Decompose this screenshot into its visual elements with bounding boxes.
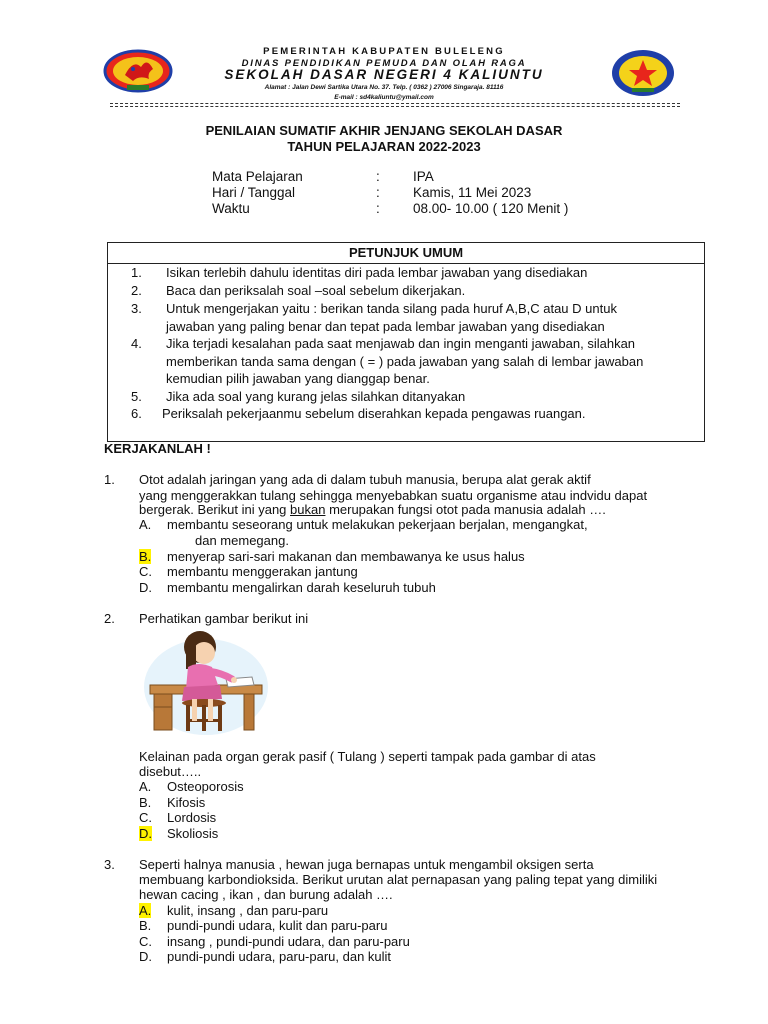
instruction-text: Isikan terlebih dahulu identitas diri pada lembar jawaban yang disediakan bbox=[166, 265, 588, 280]
option-text: insang , pundi-pundi udara, dan paru-paru bbox=[167, 934, 410, 949]
option-letter: D. bbox=[139, 949, 152, 964]
option-text: pundi-pundi udara, paru-paru, dan kulit bbox=[167, 949, 392, 964]
letterhead-rule-bottom bbox=[110, 106, 680, 107]
question-text: disebut….. bbox=[139, 764, 202, 779]
instruction-text: Baca dan periksalah soal –soal sebelum dikerjakan. bbox=[166, 283, 466, 298]
exam-title: PENILAIAN SUMATIF AKHIR JENJANG SEKOLAH DASAR bbox=[205, 123, 563, 138]
general-instructions-box bbox=[107, 242, 705, 442]
question-text-part: bergerak. Berikut ini yang bbox=[139, 502, 291, 517]
instruction-text: memberikan tanda sama dengan ( = ) pada jawaban yang salah di lembar jawaban bbox=[166, 354, 644, 369]
instruction-number: 5. bbox=[131, 389, 142, 404]
instruction-number: 4. bbox=[131, 336, 142, 351]
question-text: Perhatikan gambar berikut ini bbox=[139, 611, 309, 626]
question-number: 2. bbox=[104, 611, 115, 626]
meta-value-subject: IPA bbox=[413, 169, 434, 184]
instruction-text: Periksalah pekerjaanmu sebelum diserahkan kepada pengawas ruangan. bbox=[162, 406, 586, 421]
option-letter: A. bbox=[139, 779, 152, 794]
option-letter-highlighted: B. bbox=[139, 549, 152, 564]
option-text: menyerap sari-sari makanan dan membawanya ke usus halus bbox=[167, 549, 525, 564]
school-address: Alamat : Jalan Dewi Sartika Utara No. 37. Telp. ( 0362 ) 27006 Singaraja. 81116 bbox=[264, 84, 504, 91]
meta-label-time: Waktu bbox=[212, 201, 250, 216]
instruction-number: 3. bbox=[131, 301, 142, 316]
question-number: 3. bbox=[104, 857, 115, 872]
option-text: pundi-pundi udara, kulit dan paru-paru bbox=[167, 918, 388, 933]
option-text: Lordosis bbox=[167, 810, 217, 825]
option-letter: C. bbox=[139, 934, 152, 949]
instruction-text: kemudian pilih jawaban yang dianggap benar. bbox=[166, 371, 430, 386]
meta-label-subject: Mata Pelajaran bbox=[212, 169, 303, 184]
option-letter-highlighted: A. bbox=[139, 903, 152, 918]
letterhead-line-1: PEMERINTAH KABUPATEN BULELENG bbox=[263, 46, 505, 57]
option-letter: B. bbox=[139, 795, 152, 810]
question-text: yang menggerakkan tulang sehingga menyebabkan suatu organisme atau indvidu dapat bbox=[139, 488, 648, 503]
question-text: Otot adalah jaringan yang ada di dalam tubuh manusia, berupa alat gerak aktif bbox=[139, 472, 591, 487]
option-text: Kifosis bbox=[167, 795, 206, 810]
instruction-number: 2. bbox=[131, 283, 142, 298]
option-text-continued: dan memegang. bbox=[195, 533, 289, 548]
question-text bbox=[139, 502, 606, 517]
option-letter-highlighted: D. bbox=[139, 826, 152, 841]
question-text: Seperti halnya manusia , hewan juga bernapas untuk mengambil oksigen serta bbox=[139, 857, 594, 872]
option-letter: A. bbox=[139, 517, 152, 532]
option-letter: B. bbox=[139, 918, 152, 933]
question-text-part: merupakan fungsi otot pada manusia adalah …. bbox=[325, 502, 606, 517]
work-heading: KERJAKANLAH ! bbox=[104, 441, 211, 456]
instruction-number: 6. bbox=[131, 406, 142, 421]
letterhead-rule-top bbox=[110, 103, 680, 104]
instruction-text: Untuk mengerjakan yaitu : berikan tanda silang pada huruf A,B,C atau D untuk bbox=[166, 301, 617, 316]
school-name: SEKOLAH DASAR NEGERI 4 KALIUNTU bbox=[224, 67, 544, 82]
letterhead-line-2: DINAS PENDIDIKAN PEMUDA DAN OLAH RAGA bbox=[241, 58, 527, 69]
instruction-text: Jika ada soal yang kurang jelas silahkan ditanyakan bbox=[166, 389, 466, 404]
meta-value-time: 08.00- 10.00 ( 120 Menit ) bbox=[413, 201, 569, 216]
option-text: membantu menggerakan jantung bbox=[167, 564, 358, 579]
option-text: Osteoporosis bbox=[167, 779, 244, 794]
option-letter: C. bbox=[139, 810, 152, 825]
instruction-text: jawaban yang paling benar dan tepat pada lembar jawaban yang disediakan bbox=[166, 319, 605, 334]
underlined-word: bukan bbox=[290, 502, 326, 517]
instructions-heading: PETUNJUK UMUM bbox=[108, 243, 704, 264]
meta-colon: : bbox=[376, 169, 380, 184]
exam-year: TAHUN PELAJARAN 2022-2023 bbox=[287, 139, 481, 154]
option-text: membantu seseorang untuk melakukan pekerjaan berjalan, mengangkat, bbox=[167, 517, 588, 532]
meta-colon: : bbox=[376, 201, 380, 216]
meta-value-date: Kamis, 11 Mei 2023 bbox=[413, 185, 532, 200]
meta-label-date: Hari / Tanggal bbox=[212, 185, 296, 200]
option-letter: D. bbox=[139, 580, 152, 595]
option-text: Skoliosis bbox=[167, 826, 219, 841]
girl-at-desk-illustration bbox=[140, 627, 270, 737]
question-number: 1. bbox=[104, 472, 115, 487]
question-text: membuang karbondioksida. Berikut urutan alat pernapasan yang paling tepat yang dimiliki bbox=[139, 872, 658, 887]
option-text: kulit, insang , dan paru-paru bbox=[167, 903, 329, 918]
question-text: Kelainan pada organ gerak pasif ( Tulang ) seperti tampak pada gambar di atas bbox=[139, 749, 596, 764]
question-text: hewan cacing , ikan , dan burung adalah …. bbox=[139, 887, 393, 902]
meta-colon: : bbox=[376, 185, 380, 200]
instruction-text: Jika terjadi kesalahan pada saat menjawab dan ingin menganti jawaban, silahkan bbox=[166, 336, 636, 351]
option-letter: C. bbox=[139, 564, 152, 579]
option-text: membantu mengalirkan darah keseluruh tubuh bbox=[167, 580, 436, 595]
school-email: E-mail : sd4kaliuntu@ymail.com bbox=[334, 94, 434, 101]
instruction-number: 1. bbox=[131, 265, 142, 280]
